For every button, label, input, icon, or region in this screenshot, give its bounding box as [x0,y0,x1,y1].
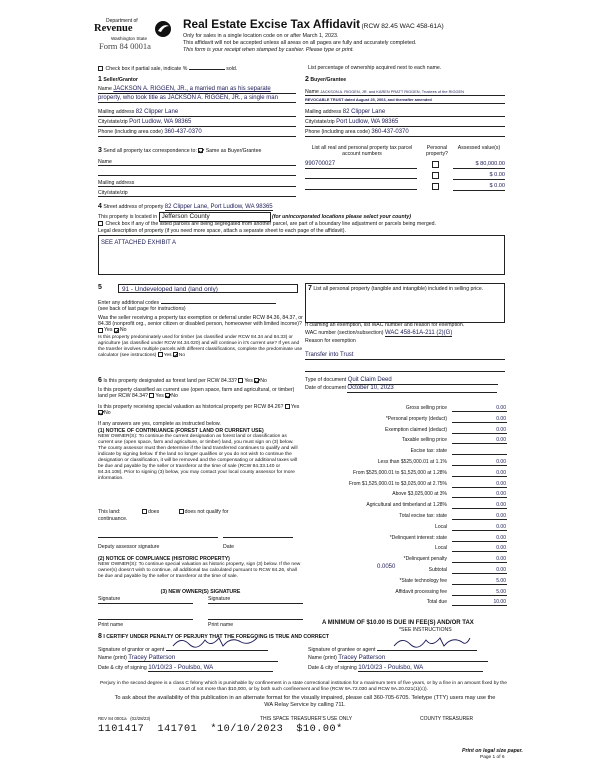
q-exemption-yes-label: Yes [104,327,113,334]
if-yes-note: If any answers are yes, complete as instructed below. [98,421,221,427]
grantor-name[interactable]: Tracey Patterson [128,654,278,662]
q-forest-yes[interactable] [238,378,243,383]
q-current-use-yes-label: Yes [155,393,164,400]
perjury-notice: Perjury in the second degree is a class C felony which is punishable by confinement in a state correctional institution for a maximum term of five years, or by a fine in an amount fixed by the court of not more than $10,000, or by both such confinement and fine (RCW 9A.72.030 and RCW 9A.20.021(1)(c)). [100,681,507,692]
located-label: This property is located in [98,214,158,220]
tax-row [330,589,507,597]
tax-row-value[interactable]: 0.00 [452,459,507,466]
grantee-name-label: Name (print) [308,655,337,661]
corr-name-label: Name [98,159,112,165]
section-6 [98,377,303,635]
owner-print-name-2[interactable] [208,619,303,620]
legal-description-field[interactable] [98,235,505,275]
notice2-title: (2) NOTICE OF COMPLIANCE (HISTORIC PROPERTY) [98,556,230,562]
tax-row-label: Affidavit processing fee [395,588,447,595]
q-timber-no[interactable] [173,352,178,357]
tax-row-label: Agricultural and timberland at 1.28% [366,502,447,509]
ownership-note: List percentage of ownership acquired next to each name. [308,65,442,71]
assessed-value[interactable]: $ 0.00 [453,183,505,191]
q-timber-text: Is this property predominately used for timber (as classified under RCW 84.34 and 84.33) or agriculture (as classified under RCW 84.34.020) and will continue in it's current use? If yes and the transfer involves multiple parcels with different classifications, complete the predominate use calculator (see instructions) [98,335,303,359]
assessed-value[interactable]: $ 0.00 [453,172,505,180]
tax-row [330,416,507,424]
section-7 [305,283,510,403]
grantee-name[interactable]: Tracey Patterson [338,654,488,662]
reason-label: Reason for exemption [305,338,356,344]
additional-codes-label: Enter any additional codes [98,300,160,306]
tax-row-value[interactable]: 0.00 [452,556,507,563]
header-note1: Only for sales in a single location code on or after March 1, 2023. [183,33,339,39]
header-note3: This form is your receipt when stamped by cashier. Please type or print. [183,47,354,53]
tax-row [330,535,507,543]
personal-property-box[interactable] [305,283,505,323]
q-forest-text: Is this property designated as forest land per RCW 84.33? [103,378,237,384]
deputy-sig-label: Deputy assessor signature [98,544,160,550]
form-id: Form 84 0001a [99,41,151,51]
does-not-label: does not qualify for [184,509,229,515]
partial-sale-sold: sold. [226,66,238,72]
minimum-fee-note: A MINIMUM OF $10.00 IS DUE IN FEE(S) AND/OR TAX [322,620,474,626]
q-exemption-text: Was the seller receiving a property tax exemption or deferral under RCW 84.36, 84.37, or 84.38 (nonprofit org., senior citizen or disabled person, homeowner with limited income)? [98,315,303,328]
tax-row-value[interactable]: 0.00 [452,567,507,574]
table-row [305,161,505,170]
q-historic-yes[interactable] [285,404,290,409]
q-current-use-no-label: No [171,393,178,400]
tax-row-value[interactable]: 5.00 [452,578,507,585]
seller-city-label: City/state/zip [98,119,128,125]
tax-row [330,470,507,478]
seller-name-label: Name [98,86,112,92]
seller-phone[interactable]: 360-437-0370 [164,129,202,135]
tax-row [330,437,507,445]
tax-row [330,491,507,499]
tax-row-label: *Personal property (deduct) [385,415,447,422]
tax-row-value[interactable]: 0.00 [452,545,507,552]
corr-mailing-label: Mailing address [98,180,135,186]
tax-row-value[interactable]: 0.00 [452,416,507,423]
tax-row-label: Subtotal [428,567,447,573]
tax-row [330,567,507,575]
tax-row [330,556,507,564]
header-note2: This affidavit will not be accepted unless all areas on all pages are fully and accurately completed. [183,40,417,46]
print-name-label-2: Print name [208,622,234,628]
does-label: does [147,509,160,515]
q-forest-no[interactable] [254,378,259,383]
tax-row-label: Taxable selling price [401,437,447,444]
assessed-value[interactable]: $ 80,000.00 [453,161,505,169]
same-as-buyer-checkbox[interactable] [198,148,203,153]
q-timber-yes-label: Yes [163,353,172,359]
seller-mailing-label: Mailing address [98,109,135,115]
section-3 [98,147,298,202]
q-forest-yes-label: Yes [244,378,253,384]
legal-description-text: SEE ATTACHED EXHIBIT A [101,240,177,246]
exemption-reason[interactable]: Transfer into Trust [305,352,505,360]
county-hint: (for unincorporated locations please select your county) [272,214,411,220]
partial-sale-label: Check box if partial sale, indicate % [105,66,188,72]
page-title [183,17,444,31]
exemption-reason-line2[interactable] [305,366,505,372]
street-label: Street address of property [103,204,164,210]
seller-section [98,76,296,144]
buyer-phone[interactable]: 360-437-0370 [371,129,409,135]
grantee-date-label: Date & city of signing [308,665,357,671]
dept-line2: Revenue [94,23,133,34]
county-select[interactable]: Jefferson County [159,212,271,222]
tax-row-value[interactable]: 0.00 [452,405,507,412]
does-checkbox[interactable] [142,509,147,514]
tax-row-label: Excise tax: state [410,448,447,455]
tax-row-label: Local [435,523,447,530]
q-historic-yes-label: Yes [290,404,300,410]
segregated-label: Check box if any of the listed parcels are being segregated from another parcel, are part of a boundary line adjustment or parcels being merged. [105,221,436,227]
q-historic-no[interactable] [98,410,103,415]
wac-number[interactable]: WAC 458-61A-211 (2)(G) [384,330,453,336]
tax-row-label: Local [435,545,447,552]
tax-row [330,405,507,413]
tax-row-label: *State technology fee [399,577,447,584]
print-name-label-1: Print name [98,622,124,628]
q-exemption-no[interactable] [114,328,119,333]
grantee-date-city[interactable]: 10/10/23 - Poulsbo, WA [358,664,483,672]
seller-name-line2[interactable]: property, who took title as JACKSON A. RIGGEN, JR., a single man [98,95,296,103]
parcel-number[interactable] [305,172,417,179]
see-instructions-note: *SEE INSTRUCTIONS [399,627,452,633]
section-4 [98,203,508,278]
section-number-8: 8 [98,633,102,640]
page-number: Page 1 of 6 [480,755,505,760]
tax-row [330,481,507,489]
owner-signature-2[interactable] [208,603,303,604]
tax-row-value[interactable]: 0.00 [452,524,507,531]
tax-row [330,599,507,607]
grantor-name-label: Name (print) [98,655,127,661]
personal-property-label: List all personal property (tangible and intangible) included in selling price. [313,286,484,292]
tax-row-label: *Delinquent penalty [403,556,447,563]
tax-row-value[interactable]: 0.00 [452,427,507,434]
seller-heading: Seller/Grantor [103,77,138,83]
personal-property-checkbox[interactable] [432,161,439,168]
county-treasurer-label: COUNTY TREASURER [420,716,474,722]
section-8 [98,633,508,679]
tax-row-label: Gross selling price [405,405,447,411]
q-current-use-no[interactable] [165,393,170,398]
notice1-body: NEW OWNER(S): To continue the current designation as forest land or classification as current use (open space, farm and agriculture, or timber) land, you must sign on (3) below. The county assessor must then determine if the land transferred continues to qualify and will indicate by signing below. If the land no longer qualifies or you do not wish to continue the designation or classification, it will be removed and the compensating or additional taxes will be due and payable by the seller or transferor at the time of sale (RCW 84.33.140 or 84.34.108). Prior to signing (3) below, you may contact your local county assessor for more information. [98,434,298,481]
partial-sale-checkbox[interactable] [98,66,103,71]
continuance-label: continuance. [98,516,128,522]
see-back-label: (see back of last page for instructions) [98,306,186,312]
claim-label: If claiming an exemption, list WAC number and reason for exemption. [305,322,465,328]
signature-label-2: Signature [208,596,231,602]
tax-row-label: *Delinquent interest: state [389,534,447,541]
tax-row-value[interactable]: 0.00 [452,502,507,509]
segregated-checkbox[interactable] [98,221,103,226]
section-5 [98,284,303,379]
seller-phone-label: Phone (including area code) [98,129,163,135]
tax-row-value[interactable]: 0.00 [452,470,507,477]
grantor-sig-label: Signature of grantor or agent [98,647,165,653]
this-land-label: This land: [98,509,121,515]
tax-row-value[interactable]: 10.00 [452,599,507,606]
legal-paper-note: Print on legal size paper. [462,748,523,754]
q-historic-no-label: No [104,410,111,417]
q-timber-yes[interactable] [158,352,163,357]
tax-row [330,427,507,435]
form-revision: REV 84 0001a (02/28/23) [98,716,151,721]
buyer-mailing[interactable]: 82 Clipper Lane [342,109,386,115]
grantor-date-label: Date & city of signing [98,665,147,671]
table-row [305,172,505,181]
q-timber [98,335,303,359]
buyer-section [305,76,505,144]
tax-row [330,578,507,586]
q-forest-no-label: No [260,378,267,384]
does-not-checkbox[interactable] [179,509,184,514]
parcel-number[interactable]: 990700027 [305,161,417,169]
grantor-signature-scribble [171,634,261,650]
tax-row-value[interactable]: 0.00 [452,491,507,498]
seller-name-line1[interactable]: JACKSON A. RIGGEN, JR., a married man as his separate [113,86,271,92]
buyer-phone-label: Phone (including area code) [305,129,370,135]
partial-sale-percent[interactable] [189,65,225,70]
section-number-1: 1 [98,76,102,83]
doc-date[interactable]: October 10, 2023 [347,385,497,393]
doc-type-label: Type of document [305,377,347,383]
doc-date-label: Date of document [305,385,346,391]
personal-property-checkbox[interactable] [432,183,439,190]
deputy-signature-line[interactable] [98,537,218,538]
section-number-4: 4 [98,203,102,210]
q-timber-no-label: No [178,353,186,359]
buyer-city-label: City/state/zip [305,119,335,125]
local-rate: 0.0050 [377,564,396,570]
owner-signature-1[interactable] [98,603,193,604]
wa-swoosh-icon [154,20,172,38]
deputy-date-label: Date [223,544,234,550]
q-current-use-text: Is this property classified as current use (open space, farm and agricultural, or timber) land per RCW 84.34? [98,387,295,400]
grantor-signature[interactable] [166,643,268,651]
buyer-mailing-label: Mailing address [305,109,342,115]
certify-text: I CERTIFY UNDER PENALTY OF PERJURY THAT THE FOREGOING IS TRUE AND CORRECT [103,634,330,640]
same-as-buyer-label: Same as Buyer/Grantee [205,148,262,154]
q-current-use-yes[interactable] [149,393,154,398]
tax-row [330,524,507,532]
tax-row-label: Above $3,025,000 at 3% [392,491,447,498]
tax-row-label: Less than $525,000.01 at 1.1% [377,459,447,465]
new-owner-sig-title: (3) NEW OWNER(S) SIGNATURE [160,589,241,595]
personal-property-checkbox[interactable] [432,172,439,179]
q-exemption-no-label: No [119,327,127,334]
title-text: Real Estate Excise Tax Affidavit [183,17,361,31]
tax-row [330,545,507,553]
personal-col-header: Personal property? [426,145,448,158]
legal-desc-label: Legal description of property (if you need more space, attach a separate sheet to each page of the affidavit). [98,228,346,234]
table-row [305,183,505,192]
notice2-body: NEW OWNER(S): To continue special valuation as historic property, sign (3) below. If the new owner(s) doesn't wish to continue, all additional tax calculated pursuant to RCW 84.26, shall be due and payable by the seller or transferor at the time of sale. [98,562,301,579]
dept-line3: Washington State [111,36,148,41]
land-use-select[interactable]: 91 - Undeveloped land (land only) [118,284,298,293]
tax-row-value[interactable]: 0.00 [452,437,507,444]
buyer-heading: Buyer/Grantee [310,77,347,83]
tax-row [330,459,507,467]
owner-print-name-1[interactable] [98,619,193,620]
signature-label-1: Signature [98,596,121,602]
corr-city-label: City/state/zip [98,190,128,196]
section-number-2: 2 [305,76,309,83]
tax-row-label: From $1,525,000.01 to $3,025,000 at 2.75% [348,480,447,487]
parcel-col-header: List all real and personal property tax parcel account numbers [311,145,413,158]
seller-mailing[interactable]: 82 Clipper Lane [135,109,179,115]
notice1-title: (1) NOTICE OF CONTINUANCE (FOREST LAND OR CURRENT USE) [98,428,264,434]
section-number-3: 3 [98,147,102,154]
tax-row [330,448,507,456]
q-exemption-yes[interactable] [98,328,103,333]
grantee-sig-label: Signature of grantee or agent [308,647,376,653]
tax-row-value[interactable]: 0.00 [452,535,507,542]
property-street[interactable]: 82 Clipper Lane, Port Ludlow, WA 98365 [164,204,273,210]
tax-row-label: Total excise tax: state [399,513,447,519]
buyer-name-line1[interactable]: JACKSON A. RIGGEN, JR. and KAREN PRATT RIGGEN, Trustees of the RIGGEN [320,89,464,94]
buyer-city[interactable]: Port Ludlow, WA 98365 [336,119,399,125]
additional-codes-input[interactable] [161,299,276,304]
grantor-date-city[interactable]: 10/10/23 - Poulsbo, WA [148,664,273,672]
q-exemption [98,315,303,334]
correspondence-label: Send all property tax correspondence to: [103,148,197,154]
alt-format-notice: To ask about the availability of this publication in an alternate format for the visually impaired, please call 360-705-6705. Teletype (TTY) users may use the WA Relay Service by calling 711. [114,695,496,708]
tax-row [330,513,507,521]
tax-row-value[interactable]: 0.00 [452,481,507,488]
tax-row-label: Total due [426,599,447,606]
tax-row [330,502,507,510]
tax-row-value[interactable]: 5.00 [452,589,507,596]
partial-sale-row [98,65,298,72]
buyer-name-label: Name [305,89,319,95]
rcw-text: (RCW 82.45 WAC 458-61A) [361,23,444,30]
section-number-6: 6 [98,377,102,384]
section-number-7: 7 [308,285,312,292]
section-number-5: 5 [98,284,102,291]
parcel-number[interactable] [305,183,417,190]
deputy-date-line[interactable] [223,537,293,538]
parcel-table [305,145,505,197]
buyer-name-line2[interactable]: REVOCABLE TRUST dated August 25, 2003, and thereafter amended [305,98,505,104]
wac-label: WAC number (section/subsection) [305,330,384,336]
q-historic-text: Is this property receiving special valuation as historical property per RCW 84.26? [98,404,284,410]
dept-line1: Department of [106,18,138,24]
tax-row-value[interactable]: 0.00 [452,513,507,520]
assessed-col-header: Assessed value(s) [457,145,501,151]
receipt-stamp: 1101417 141701 *10/10/2023 $10.00* [98,724,343,735]
tax-row-label: From $525,000.01 to $1,525,000 at 1.28% [353,469,447,476]
grantee-signature-scribble [392,634,472,650]
doc-type[interactable]: Quit Claim Deed [348,377,498,385]
grantee-signature[interactable] [377,643,477,651]
tax-row-value[interactable] [452,448,507,455]
seller-city[interactable]: Port Ludlow, WA 98365 [129,119,192,125]
treasurer-use-only: THIS SPACE TREASURER'S USE ONLY [260,716,353,722]
tax-row-label: Exemption claimed (deduct) [385,426,447,433]
